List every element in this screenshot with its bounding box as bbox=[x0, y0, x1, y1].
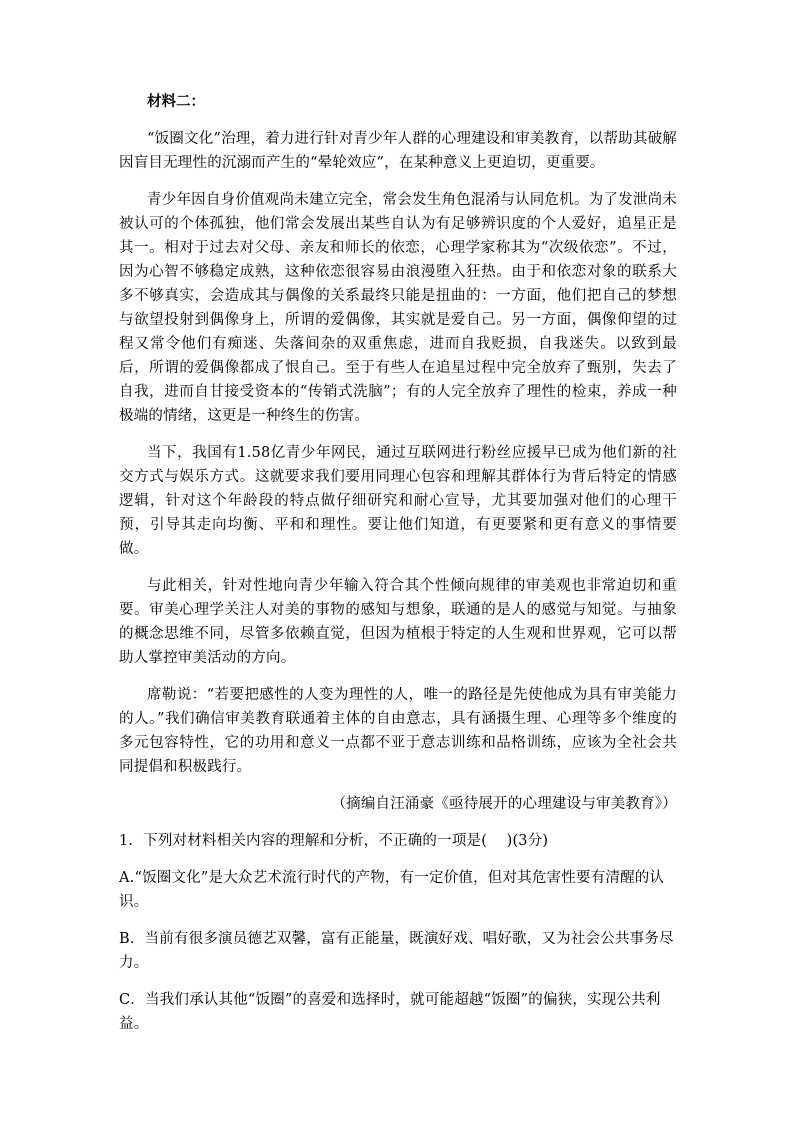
material-heading: 材料二： bbox=[147, 93, 205, 110]
option-c: C．当我们承认其他“饭圈”的喜爱和选择时，就可能超越“饭圈”的偏狭，实现公共利益。 bbox=[119, 992, 661, 1032]
paragraph-2: 青少年因自身价值观尚未建立完全，常会发生角色混淆与认同危机。为了发泄尚未被认可的个体孤独，他们常会发展出某些自认为有足够辨识度的个人爱好，追星正是其一。相对于过去对父母、亲友和师长的依恋，心理学家称其为“次级依恋”。不过，因为心智不够稳定成熟，这种依恋很容易由浪漫堕入狂热。由于和依恋对象的联系大多不够真实，会造成其与偶像的关系最终只能是扭曲的：一方面，他们把自己的梦想与欲望投射到偶像身上，所谓的爱偶像，其实就是爱自己。另一方面，偶像仰望的过程又常令他们有痴迷、失落间杂的双重焦虑，进而自我贬损，自我迷失。以致到最后，所谓的爱偶像都成了恨自己。至于有些人在追星过程中完全放弃了甄别，失去了自我，进而自甘接受资本的“传销式洗脑”；有的人完全放弃了理性的检束，养成一种极端的情绪，这更是一种终生的伤害。 bbox=[119, 192, 677, 424]
document-content bbox=[119, 90, 677, 1049]
option-a: A.“饭圈文化”是大众艺术流行时代的产物，有一定价值，但对其危害性要有清醒的认识。 bbox=[119, 870, 665, 910]
paragraph-1: “饭圈文化”治理，着力进行针对青少年人群的心理建设和审美教育，以帮助其破解因盲目无理性的沉溺而产生的“晕轮效应”，在某种意义上更迫切，更重要。 bbox=[119, 131, 677, 171]
paragraph-3: 当下，我国有1.58亿青少年网民，通过互联网进行粉丝应援早已成为他们新的社交方式与娱乐方式。这就要求我们要用同理心包容和理解其群体行为背后特定的情感逻辑，针对这个年龄段的特点做仔细研究和耐心宣导，尤其要加强对他们的心理干预，引导其走向均衡、平和和理性。要让他们知道，有更要紧和更有意义的事情要做。 bbox=[119, 445, 677, 557]
paragraph-5: 席勒说：“若要把感性的人变为理性的人，唯一的路径是先使他成为具有审美能力的人。”我们确信审美教育联通着主体的自由意志，具有涵摄生理、心理等多个维度的多元包容特性，它的功用和意义一点都不亚于意志训练和品格训练，应该为全社会共同提倡和积极践行。 bbox=[119, 687, 677, 775]
question-stem: 1．下列对材料相关内容的理解和分析，不正确的一项是( )(3分) bbox=[119, 833, 549, 849]
source-citation: （摘编自汪涌豪《亟待展开的心理建设与审美教育》） bbox=[331, 796, 677, 812]
paragraph-4: 与此相关，针对性地向青少年输入符合其个性倾向规律的审美观也非常迫切和重要。审美心理学关注人对美的事物的感知与想象，联通的是人的感觉与知觉。与抽象的概念思维不同，尽管多依赖直觉，但因为植根于特定的人生观和世界观，它可以帮助人掌控审美活动的方向。 bbox=[119, 578, 677, 666]
option-b: B．当前有很多演员德艺双馨，富有正能量，既演好戏、唱好歌，又为社会公共事务尽力。 bbox=[119, 931, 674, 971]
